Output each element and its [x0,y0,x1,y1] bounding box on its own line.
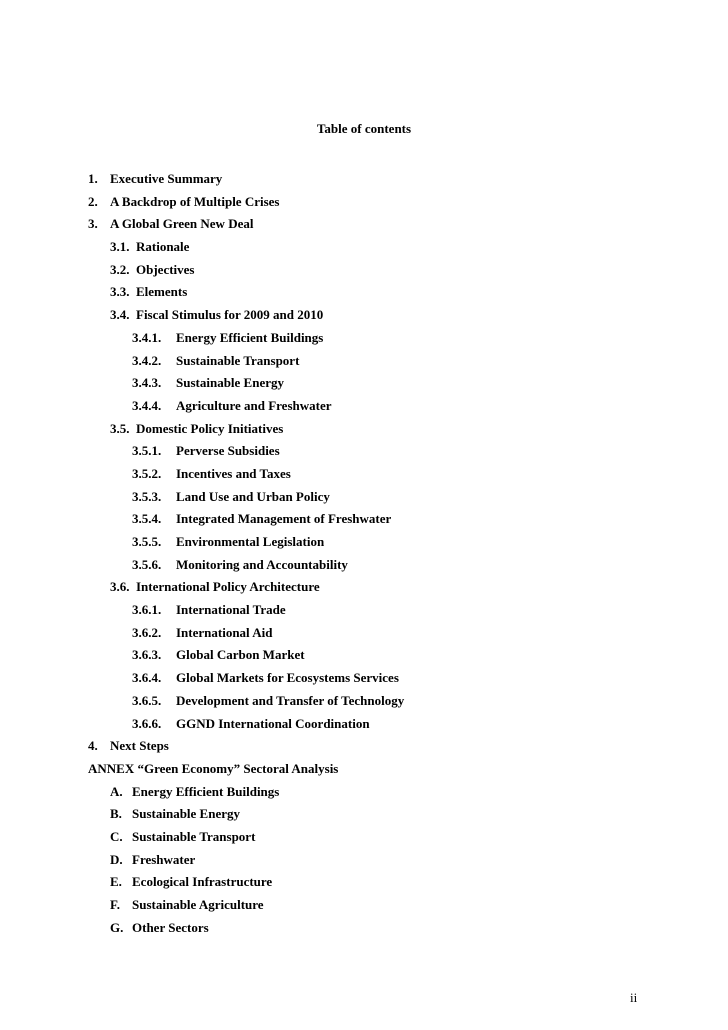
toc-entry-title: Perverse Subsidies [176,443,280,459]
toc-entry[interactable] [88,463,404,486]
toc-entry-number: 3.6.2. [132,624,162,640]
toc-entry-title: Sustainable Energy [132,806,240,822]
toc-entry-title: Sustainable Transport [176,352,300,368]
toc-entry[interactable] [88,917,404,940]
toc-entry-title: Global Markets for Ecosystems Services [176,670,399,686]
toc-entry[interactable] [88,849,404,872]
toc-entry-title: Next Steps [110,738,169,754]
toc-entry[interactable] [88,758,404,781]
toc-entry[interactable] [88,281,404,304]
toc-entry[interactable] [88,531,404,554]
toc-entry[interactable] [88,826,404,849]
toc-entry-title: Sustainable Energy [176,375,284,391]
toc-entry[interactable] [88,327,404,350]
toc-entry[interactable] [88,350,404,373]
toc-entry-title: ANNEX “Green Economy” Sectoral Analysis [88,760,339,776]
toc-entry-title: Objectives [136,261,195,277]
toc-entry-number: 3.6. [110,579,130,595]
toc-entry-title: International Policy Architecture [136,579,320,595]
toc-entry-number: A. [110,783,123,799]
toc-entry-number: 3.4.1. [132,329,162,345]
toc-entry[interactable] [88,554,404,577]
toc-entry-title: Development and Transfer of Technology [176,692,405,708]
toc-entry[interactable] [88,304,404,327]
toc-entry-number: 3.4.3. [132,375,162,391]
toc-entry-number: 3.5.4. [132,511,162,527]
toc-entry[interactable] [88,690,404,713]
toc-entry-number: 3.6.1. [132,602,162,618]
toc-entry-title: Integrated Management of Freshwater [176,511,392,527]
toc-entry[interactable] [88,486,404,509]
toc-entry[interactable] [88,735,404,758]
toc-entry-number: 3.1. [110,239,130,255]
toc-entry[interactable] [88,781,404,804]
toc-entry[interactable] [88,395,404,418]
toc-entry-number: 3.6.5. [132,692,162,708]
toc-entry-title: Monitoring and Accountability [176,556,348,572]
toc-entry[interactable] [88,599,404,622]
toc-entry[interactable] [88,168,404,191]
toc-entry[interactable] [88,644,404,667]
toc-entry-number: D. [110,851,123,867]
toc-entry-title: Sustainable Agriculture [132,897,264,912]
toc-entry[interactable] [88,508,404,531]
toc-entry-title: Freshwater [132,851,196,867]
toc-entry-number: 3.5.1. [132,443,162,459]
toc-entry[interactable] [88,440,404,463]
toc-entry-title: Environmental Legislation [176,534,325,549]
toc-entry-title: Land Use and Urban Policy [176,488,330,504]
toc-entry[interactable] [88,622,404,645]
toc-entry-title: A Global Green New Deal [110,216,254,232]
page-number: ii [630,990,638,1005]
toc-entry-title: GGND International Coordination [176,715,370,731]
toc-entry-number: 3.4.4. [132,397,162,413]
toc-entry-title: Rationale [136,239,190,255]
toc-entry-number: 1. [88,171,98,186]
toc-entry[interactable] [88,667,404,690]
toc-entry-number: 3.4. [110,307,130,323]
toc-entry[interactable] [88,236,404,259]
toc-entry-title: Other Sectors [132,919,209,935]
toc-entry-title: Fiscal Stimulus for 2009 and 2010 [136,307,324,323]
toc-entry-title: Domestic Policy Initiatives [136,420,284,436]
toc-entry-title: Global Carbon Market [176,647,305,663]
toc-entry-number: 3.4.2. [132,352,162,368]
toc-entry[interactable] [88,871,404,894]
toc-entry-number: 3.2. [110,261,130,277]
toc-entry[interactable] [88,418,404,441]
toc-entry-number: 3.5.3. [132,488,162,504]
toc-entry-number: B. [110,806,122,822]
toc-entry-title: Energy Efficient Buildings [176,329,324,345]
toc-entry-title: Agriculture and Freshwater [176,397,332,413]
toc-entry-number: E. [110,874,122,890]
toc-entry[interactable] [88,576,404,599]
toc-entry-number: 4. [88,738,98,754]
toc-entry[interactable] [88,713,404,736]
toc-entry-number: 3.6.4. [132,670,162,686]
toc-entry[interactable] [88,894,404,917]
toc-entry-number: F. [110,897,120,912]
toc-entry-title: Ecological Infrastructure [132,874,273,890]
toc-entry-title: Energy Efficient Buildings [132,783,280,799]
toc-entry-title: A Backdrop of Multiple Crises [110,193,280,209]
toc-entry-number: 3.5. [110,420,130,436]
toc-entry-number: 3.6.6. [132,715,162,731]
toc-entry[interactable] [88,372,404,395]
toc-entry-number: 3.5.5. [132,534,162,549]
toc-entry-number: C. [110,828,123,844]
toc-entry[interactable] [88,191,404,214]
toc-entry-number: 3.3. [110,284,130,300]
toc-entry[interactable] [88,213,404,236]
toc-entry-title: Executive Summary [110,171,223,186]
toc-entry-title: International Aid [176,624,273,640]
toc-entry-title: Elements [136,284,188,300]
toc-entry-title: Sustainable Transport [132,828,256,844]
page-title [0,121,728,137]
page-title-text: Table of contents [316,121,412,136]
toc-entry-number: 2. [88,193,98,209]
toc-entry[interactable] [88,259,404,282]
toc-entry-number: 3. [88,216,98,232]
toc-entry-number: G. [110,919,124,935]
toc-entry-number: 3.5.6. [132,556,162,572]
toc-entry-number: 3.5.2. [132,465,162,481]
toc-entry[interactable] [88,803,404,826]
toc-entry-number: 3.6.3. [132,647,162,663]
table-of-contents [88,168,404,939]
toc-entry-title: Incentives and Taxes [176,465,291,481]
toc-entry-title: International Trade [176,602,286,618]
